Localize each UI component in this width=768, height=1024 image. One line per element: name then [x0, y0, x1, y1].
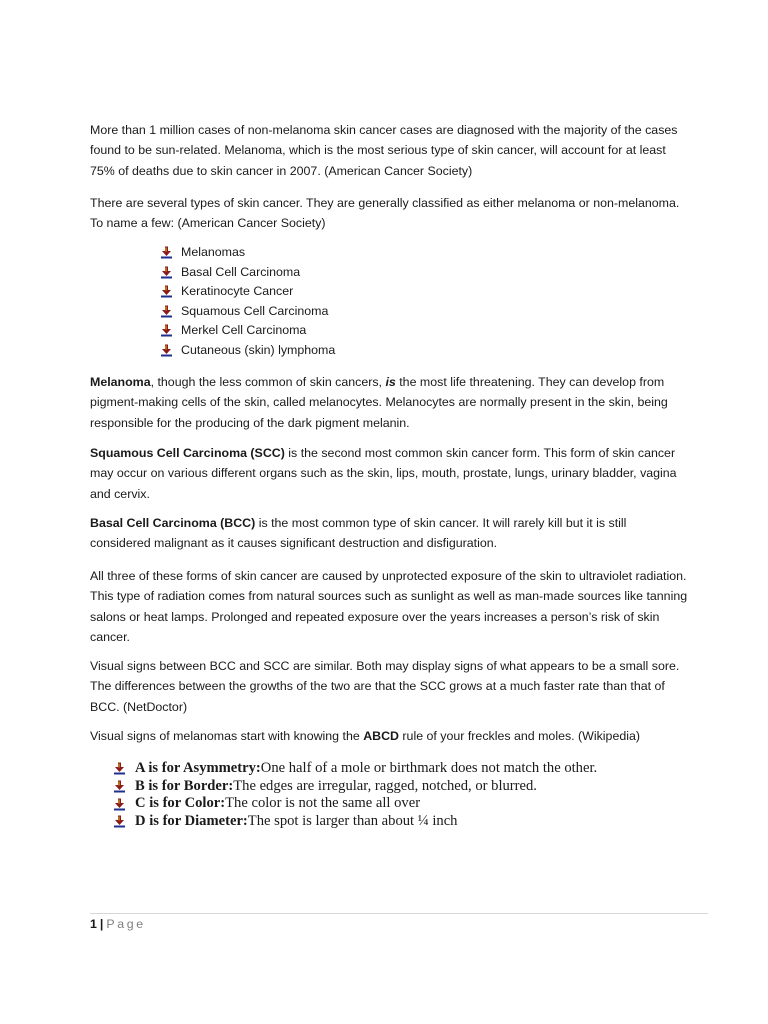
down-arrow-bullet-icon: [160, 266, 173, 279]
list-item-label: Merkel Cell Carcinoma: [181, 323, 307, 337]
down-arrow-bullet-icon: [160, 344, 173, 357]
melanoma-text-b: the most life threatening. They can develop from pigment-making cells of the skin, called melanocytes. Melanocytes are normally present in the skin, being responsible for the producing of the dark pigment melanin.: [90, 375, 668, 430]
list-item-label: Basal Cell Carcinoma: [181, 264, 301, 279]
list-item-label: Squamous Cell Carcinoma: [181, 303, 329, 318]
visual-signs-paragraph: Visual signs between BCC and SCC are similar. Both may display signs of what appears to be a small sore. The differences between the growths of the two are that the SCC grows at a much faster rate than that of BCC. (NetDoctor): [90, 659, 680, 714]
list-item: [160, 243, 335, 263]
abcd-intro-paragraph: [90, 726, 690, 746]
rule-text: The spot is larger than about ¼ inch: [247, 813, 458, 830]
rule-text: The color is not the same all over: [225, 795, 421, 812]
rule-term: C is for Color:: [135, 795, 226, 812]
uv-exposure-paragraph: All three of these forms of skin cancer are caused by unprotected exposure of the skin to ultraviolet radiation. This type of radiation comes from natural sources such as sunlight as well as man-made sources like tanning salons or heat lamps. Prolonged and repeated exposure over the years increases a person’s risk of skin cancer.: [90, 569, 688, 644]
bcc-paragraph: [90, 513, 690, 554]
down-arrow-bullet-icon: [113, 798, 126, 811]
scc-paragraph: [90, 443, 690, 504]
rule-term: D is for Diameter:: [135, 813, 248, 830]
list-item: [160, 341, 335, 361]
rule-text: One half of a mole or birthmark does not match the other.: [260, 760, 598, 776]
bcc-text: is the most common type of skin cancer. It will rarely kill but it is still considered malignant as it causes significant destruction and disfiguration.: [90, 516, 627, 551]
list-item: [160, 282, 335, 302]
melanoma-emphasis: is: [385, 375, 396, 389]
down-arrow-bullet-icon: [113, 762, 126, 775]
list-item: [113, 813, 597, 831]
scc-text: is the second most common skin cancer form. This form of skin cancer may occur on various different organs such as the skin, lips, mouth, prostate, lungs, urinary bladder, vagina and cervix.: [90, 446, 677, 501]
down-arrow-bullet-icon: [113, 815, 126, 828]
abcd-rules-list: [113, 760, 597, 831]
down-arrow-bullet-icon: [160, 246, 173, 259]
scc-term: Squamous Cell Carcinoma (SCC): [90, 446, 285, 460]
intro-paragraph: More than 1 million cases of non-melanoma skin cancer cases are diagnosed with the majority of the cases found to be sun-related. Melanoma, which is the most serious type of skin cancer, will account for at least 75% of deaths due to skin cancer in 2007. (American Cancer Society): [90, 123, 678, 178]
cancer-types-list: [160, 243, 335, 360]
list-item: [160, 302, 335, 322]
rule-text: The edges are irregular, ragged, notched, or blurred.: [233, 777, 537, 794]
rule-term: A is for Asymmetry:: [135, 760, 261, 776]
down-arrow-bullet-icon: [160, 324, 173, 337]
melanoma-text-a: , though the less common of skin cancers,: [150, 375, 386, 389]
down-arrow-bullet-icon: [160, 285, 173, 298]
abcd-intro-post: rule of your freckles and moles. (Wikipedia): [398, 729, 641, 743]
rule-term: B is for Border:: [135, 777, 234, 794]
footer-divider: [90, 913, 708, 914]
list-item: [113, 778, 597, 796]
melanoma-paragraph: [90, 372, 690, 433]
list-item: [160, 321, 335, 341]
list-item: [160, 263, 335, 283]
down-arrow-bullet-icon: [160, 305, 173, 318]
page-number: 1: [90, 917, 97, 931]
page-footer: [90, 915, 146, 933]
list-item-label: Cutaneous (skin) lymphoma: [181, 342, 336, 357]
abcd-term: ABCD: [363, 729, 399, 743]
page-label: Page: [106, 917, 146, 931]
down-arrow-bullet-icon: [113, 780, 126, 793]
list-item: [113, 760, 597, 778]
types-intro-paragraph: There are several types of skin cancer. They are generally classified as either melanoma or non-melanoma. To name a few: (American Cancer Society): [90, 196, 680, 231]
melanoma-term: Melanoma: [90, 375, 151, 389]
footer-separator: |: [99, 917, 104, 931]
bcc-term: Basal Cell Carcinoma (BCC): [90, 516, 256, 530]
list-item: [113, 795, 597, 813]
list-item-label: Melanomas: [181, 245, 246, 259]
list-item-label: Keratinocyte Cancer: [181, 284, 294, 298]
abcd-intro-pre: Visual signs of melanomas start with knowing the: [90, 729, 364, 743]
